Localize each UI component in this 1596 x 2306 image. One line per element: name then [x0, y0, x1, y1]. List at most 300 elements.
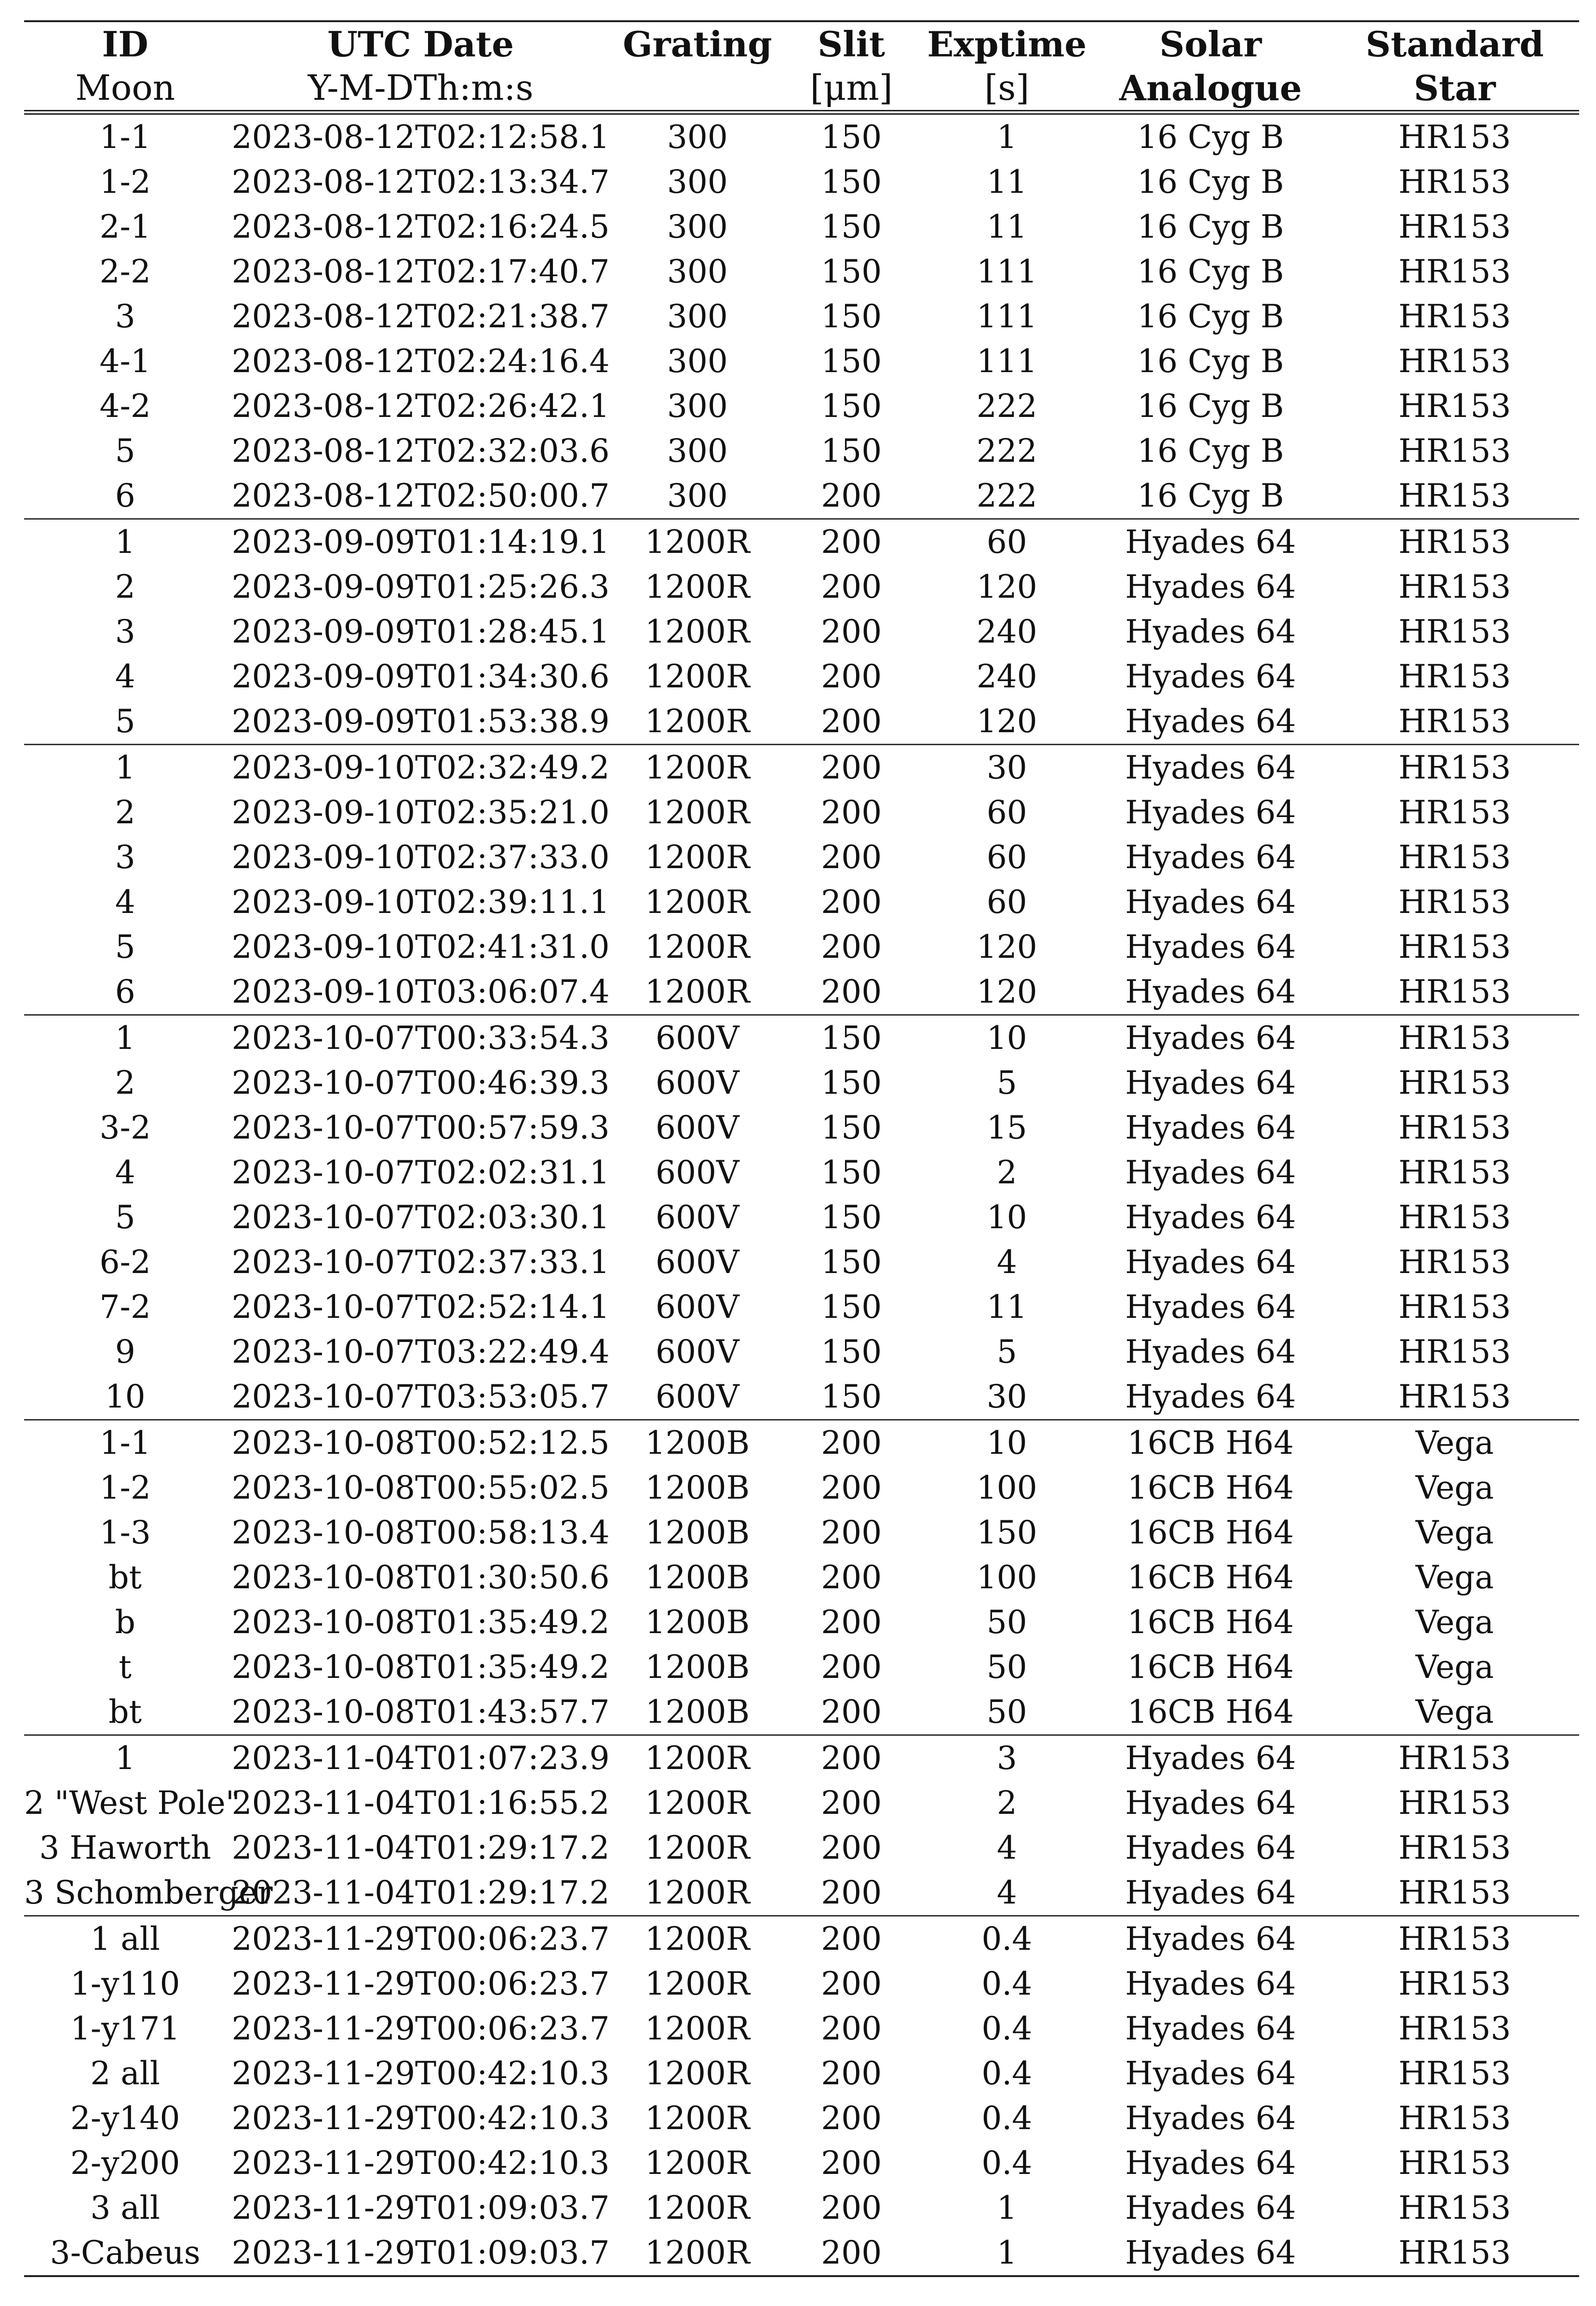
cell-utc-date: 2023-11-29T01:09:03.7	[226, 2230, 615, 2276]
cell-grating: 1200B	[645, 1604, 750, 1641]
cell-exptime: 60	[986, 794, 1027, 831]
cell-solar-analogue: Hyades 64	[1125, 1288, 1296, 1326]
cell-id: 10	[105, 1378, 146, 1415]
cell-standard-star: HR153	[1398, 973, 1511, 1010]
cell-exptime: 5	[996, 1333, 1017, 1370]
cell-standard-star: HR153	[1330, 519, 1579, 565]
cell-grating: 1200R	[645, 928, 750, 965]
cell-solar-analogue: Hyades 64	[1091, 519, 1330, 565]
table-row	[24, 112, 1579, 160]
cell-standard-star: HR153	[1398, 163, 1511, 201]
cell-standard-star: HR153	[1398, 1333, 1511, 1370]
cell-slit: 200	[780, 1735, 923, 1781]
table-row	[24, 1689, 1579, 1735]
table-row	[24, 835, 1579, 880]
cell-utc-date: 2023-10-07T00:57:59.3	[231, 1109, 610, 1146]
header-exptime-unit: [s]	[923, 66, 1091, 112]
cell-utc-date: 2023-08-12T02:50:00.7	[231, 477, 610, 514]
cell-id: 1-1	[24, 1420, 226, 1466]
cell-slit: 200	[821, 613, 882, 650]
cell-standard-star: Vega	[1330, 1420, 1579, 1466]
cell-exptime: 222	[976, 432, 1037, 469]
cell-solar-analogue: Hyades 64	[1125, 973, 1296, 1010]
cell-solar-analogue: 16 Cyg B	[1137, 253, 1284, 290]
header-slit: Slit	[780, 21, 923, 66]
cell-slit: 200	[821, 568, 882, 605]
cell-utc-date: 2023-09-10T02:39:11.1	[231, 884, 610, 921]
observation-log-table	[24, 20, 1579, 2277]
cell-standard-star: HR153	[1398, 1244, 1511, 1281]
cell-standard-star: HR153	[1398, 2145, 1511, 2182]
cell-utc-date: 2023-09-10T02:41:31.0	[231, 928, 610, 965]
table-row	[24, 249, 1579, 294]
header-exptime: Exptime	[923, 21, 1091, 66]
cell-exptime: 2	[996, 1784, 1017, 1822]
cell-slit: 150	[821, 1199, 882, 1236]
cell-grating: 1200R	[645, 2055, 750, 2092]
cell-utc-date: 2023-11-04T01:16:55.2	[231, 1784, 610, 1822]
cell-standard-star: HR153	[1398, 1064, 1511, 1101]
cell-standard-star: HR153	[1398, 1784, 1511, 1822]
table-row	[24, 1195, 1579, 1240]
table-row	[24, 339, 1579, 384]
cell-exptime: 240	[976, 658, 1037, 695]
cell-standard-star: HR153	[1398, 1829, 1511, 1866]
cell-slit: 200	[821, 1559, 882, 1596]
cell-solar-analogue: Hyades 64	[1125, 1244, 1296, 1281]
header-analogue: Analogue	[1091, 66, 1330, 112]
cell-utc-date: 2023-10-08T01:35:49.2	[231, 1649, 610, 1686]
cell-utc-date: 2023-09-10T02:35:21.0	[231, 794, 610, 831]
cell-slit: 200	[821, 1604, 882, 1641]
cell-grating: 1200R	[645, 2100, 750, 2137]
cell-slit: 200	[821, 839, 882, 876]
cell-slit: 150	[821, 1244, 882, 1281]
cell-id: 2 all	[90, 2055, 160, 2092]
cell-grating: 300	[667, 388, 728, 425]
header-id: ID	[24, 21, 226, 66]
cell-utc-date: 2023-10-08T01:35:49.2	[231, 1604, 610, 1641]
cell-id: b	[115, 1604, 135, 1641]
cell-grating: 1200B	[645, 1514, 750, 1551]
table-row	[24, 790, 1579, 835]
table-row	[24, 1240, 1579, 1285]
cell-solar-analogue: Hyades 64	[1125, 2189, 1296, 2226]
cell-id: 2 "West Pole"	[24, 1784, 241, 1822]
cell-exptime: 2	[996, 1154, 1017, 1191]
table-row	[24, 1420, 1579, 1466]
cell-grating: 600V	[656, 1064, 739, 1101]
cell-id: 1	[24, 1015, 226, 1061]
table-row	[24, 2096, 1579, 2141]
cell-standard-star: Vega	[1415, 1559, 1494, 1596]
cell-standard-star: HR153	[1398, 432, 1511, 469]
cell-grating: 1200R	[645, 839, 750, 876]
cell-utc-date: 2023-08-12T02:24:16.4	[231, 343, 610, 380]
cell-standard-star: HR153	[1398, 2100, 1511, 2137]
cell-standard-star: HR153	[1398, 2010, 1511, 2047]
cell-exptime: 4	[996, 1829, 1017, 1866]
cell-exptime: 50	[986, 1604, 1027, 1641]
cell-solar-analogue: Hyades 64	[1125, 2145, 1296, 2182]
cell-id: 2	[115, 568, 135, 605]
cell-id: 5	[115, 432, 135, 469]
header-grating: Grating	[615, 21, 780, 66]
cell-grating: 1200R	[645, 1965, 750, 2002]
cell-solar-analogue: Hyades 64	[1125, 2055, 1296, 2092]
cell-solar-analogue: Hyades 64	[1125, 1109, 1296, 1146]
cell-slit: 150	[821, 1109, 882, 1146]
cell-slit: 200	[780, 745, 923, 791]
cell-solar-analogue: Hyades 64	[1125, 613, 1296, 650]
cell-grating: 1200B	[615, 1420, 780, 1466]
cell-grating: 600V	[656, 1244, 739, 1281]
cell-solar-analogue: 16 Cyg B	[1137, 432, 1284, 469]
cell-standard-star: HR153	[1398, 1109, 1511, 1146]
cell-slit: 200	[821, 928, 882, 965]
cell-id: 2-y140	[70, 2100, 180, 2137]
cell-id: 3	[115, 839, 135, 876]
cell-slit: 200	[821, 2010, 882, 2047]
cell-slit: 200	[780, 1420, 923, 1466]
cell-standard-star: HR153	[1398, 1154, 1511, 1191]
cell-utc-date: 2023-09-10T02:32:49.2	[226, 745, 615, 791]
cell-standard-star: HR153	[1330, 1735, 1579, 1781]
cell-grating: 300	[667, 163, 728, 201]
cell-solar-analogue: 16 Cyg B	[1137, 343, 1284, 380]
cell-grating: 1200R	[645, 794, 750, 831]
cell-solar-analogue: 16 Cyg B	[1137, 208, 1284, 245]
header-solar: Solar	[1091, 21, 1330, 66]
table-row	[24, 1645, 1579, 1689]
cell-slit: 200	[821, 884, 882, 921]
header-date-format: Y-M-DTh:m:s	[226, 66, 615, 112]
table-row	[24, 2051, 1579, 2096]
table-row	[24, 1060, 1579, 1105]
cell-solar-analogue: Hyades 64	[1125, 839, 1296, 876]
cell-grating: 1200B	[645, 1469, 750, 1506]
cell-solar-analogue: Hyades 64	[1125, 794, 1296, 831]
table-row	[24, 473, 1579, 519]
cell-standard-star: HR153	[1398, 208, 1511, 245]
cell-solar-analogue: 16 Cyg B	[1137, 388, 1284, 425]
cell-solar-analogue: 16CB H64	[1091, 1420, 1330, 1466]
cell-grating: 600V	[656, 1199, 739, 1236]
cell-id: 1-y110	[70, 1965, 180, 2002]
cell-grating: 1200R	[645, 1874, 750, 1911]
cell-slit: 200	[821, 1469, 882, 1506]
cell-grating: 600V	[656, 1333, 739, 1370]
cell-id: 1	[24, 745, 226, 791]
cell-grating: 300	[667, 477, 728, 514]
cell-id: 4	[115, 658, 135, 695]
cell-grating: 1200R	[645, 613, 750, 650]
cell-slit: 150	[821, 1288, 882, 1326]
cell-utc-date: 2023-09-10T03:06:07.4	[231, 973, 610, 1010]
cell-slit: 200	[780, 519, 923, 565]
cell-id: 3-Cabeus	[24, 2230, 226, 2276]
cell-standard-star: HR153	[1398, 2055, 1511, 2092]
cell-id: 4-2	[99, 388, 151, 425]
table-row	[24, 429, 1579, 473]
cell-grating: 600V	[615, 1015, 780, 1061]
cell-slit: 200	[821, 658, 882, 695]
cell-id: 3 Haworth	[39, 1829, 212, 1866]
cell-solar-analogue: 16 Cyg B	[1137, 477, 1284, 514]
cell-solar-analogue: 16CB H64	[1127, 1559, 1294, 1596]
cell-id: 1-2	[99, 1469, 151, 1506]
cell-utc-date: 2023-10-07T03:53:05.7	[231, 1378, 610, 1415]
cell-id: 4	[115, 1154, 135, 1191]
cell-slit: 200	[821, 1965, 882, 2002]
table-row	[24, 1781, 1579, 1825]
header-row-1	[24, 21, 1579, 66]
cell-exptime: 10	[986, 1199, 1027, 1236]
cell-slit: 150	[821, 298, 882, 335]
cell-slit: 150	[821, 1154, 882, 1191]
cell-exptime: 3	[923, 1735, 1091, 1781]
table-row	[24, 1600, 1579, 1645]
table-row	[24, 384, 1579, 429]
table-row	[24, 1825, 1579, 1870]
cell-exptime: 11	[986, 208, 1027, 245]
cell-exptime: 50	[986, 1649, 1027, 1686]
cell-id: 1-2	[99, 163, 151, 201]
cell-id: 1-y171	[70, 2010, 180, 2047]
cell-utc-date: 2023-10-08T00:55:02.5	[231, 1469, 610, 1506]
cell-exptime: 30	[923, 745, 1091, 791]
header-grating-unit	[615, 66, 780, 112]
cell-slit: 200	[821, 1693, 882, 1730]
header-utc-date: UTC Date	[226, 21, 615, 66]
cell-id: 3 Schomberger	[24, 1874, 273, 1911]
cell-id: 6	[115, 973, 135, 1010]
cell-grating: 600V	[656, 1109, 739, 1146]
cell-utc-date: 2023-11-04T01:29:17.2	[231, 1829, 610, 1866]
cell-solar-analogue: Hyades 64	[1125, 1874, 1296, 1911]
cell-grating: 1200R	[645, 2189, 750, 2226]
cell-standard-star: Vega	[1415, 1604, 1494, 1641]
cell-exptime: 5	[996, 1064, 1017, 1101]
cell-slit: 200	[821, 2189, 882, 2226]
cell-utc-date: 2023-11-04T01:29:17.2	[231, 1874, 610, 1911]
cell-id: 2-y200	[70, 2145, 180, 2182]
cell-exptime: 100	[976, 1559, 1037, 1596]
cell-exptime: 120	[976, 703, 1037, 740]
cell-standard-star: HR153	[1398, 1288, 1511, 1326]
cell-grating: 1200R	[645, 2010, 750, 2047]
cell-exptime: 1	[996, 119, 1017, 156]
cell-utc-date: 2023-11-29T00:42:10.3	[231, 2145, 610, 2182]
cell-exptime: 0.4	[923, 1916, 1091, 1962]
table-row	[24, 654, 1579, 699]
table-row	[24, 1961, 1579, 2006]
cell-id: bt	[108, 1693, 142, 1730]
table-row	[24, 1285, 1579, 1329]
cell-standard-star: HR153	[1398, 658, 1511, 695]
table-row	[24, 1870, 1579, 1916]
cell-grating: 300	[667, 343, 728, 380]
cell-utc-date: 2023-08-12T02:17:40.7	[231, 253, 610, 290]
cell-standard-star: HR153	[1398, 703, 1511, 740]
cell-exptime: 0.4	[981, 2145, 1033, 2182]
cell-exptime: 0.4	[981, 2100, 1033, 2137]
cell-utc-date: 2023-11-29T01:09:03.7	[231, 2189, 610, 2226]
cell-id: t	[119, 1649, 132, 1686]
cell-slit: 150	[821, 253, 882, 290]
cell-id: 3	[115, 613, 135, 650]
table-row	[24, 1555, 1579, 1600]
table-body	[24, 112, 1579, 2276]
cell-standard-star: HR153	[1398, 1965, 1511, 2002]
cell-solar-analogue: Hyades 64	[1091, 1735, 1330, 1781]
cell-exptime: 120	[976, 568, 1037, 605]
cell-id: 3-2	[99, 1109, 151, 1146]
cell-solar-analogue: Hyades 64	[1125, 2010, 1296, 2047]
cell-grating: 1200R	[645, 973, 750, 1010]
cell-utc-date: 2023-08-12T02:21:38.7	[231, 298, 610, 335]
cell-id: 4	[115, 884, 135, 921]
cell-exptime: 0.4	[981, 2055, 1033, 2092]
cell-grating: 1200R	[645, 884, 750, 921]
cell-exptime: 60	[923, 519, 1091, 565]
cell-utc-date: 2023-11-29T00:06:23.7	[226, 1916, 615, 1962]
cell-grating: 300	[667, 253, 728, 290]
cell-slit: 150	[780, 1015, 923, 1061]
table-row	[24, 2185, 1579, 2230]
table-row	[24, 1329, 1579, 1374]
cell-standard-star: Vega	[1415, 1469, 1494, 1506]
table-row	[24, 519, 1579, 565]
cell-utc-date: 2023-09-09T01:14:19.1	[226, 519, 615, 565]
cell-solar-analogue: Hyades 64	[1125, 703, 1296, 740]
cell-utc-date: 2023-09-09T01:28:45.1	[231, 613, 610, 650]
cell-id: 1-3	[99, 1514, 151, 1551]
cell-utc-date: 2023-10-07T02:37:33.1	[231, 1244, 610, 1281]
cell-standard-star: HR153	[1398, 1378, 1511, 1415]
table-row	[24, 1015, 1579, 1061]
cell-slit: 200	[780, 2230, 923, 2276]
header-slit-unit: [μm]	[780, 66, 923, 112]
cell-id: 2-1	[99, 208, 151, 245]
cell-id: 4-1	[99, 343, 151, 380]
cell-exptime: 4	[996, 1874, 1017, 1911]
cell-solar-analogue: Hyades 64	[1125, 928, 1296, 965]
cell-exptime: 1	[996, 2189, 1017, 2226]
cell-exptime: 60	[986, 884, 1027, 921]
cell-exptime: 0.4	[981, 1965, 1033, 2002]
cell-grating: 300	[667, 432, 728, 469]
cell-exptime: 222	[976, 477, 1037, 514]
table-row	[24, 609, 1579, 654]
cell-id: 1-1	[99, 119, 151, 156]
cell-slit: 200	[821, 794, 882, 831]
cell-grating: 600V	[656, 1154, 739, 1191]
cell-id: 2-2	[99, 253, 151, 290]
header-row-2	[24, 66, 1579, 112]
cell-slit: 200	[780, 1916, 923, 1962]
cell-utc-date: 2023-08-12T02:16:24.5	[231, 208, 610, 245]
cell-exptime: 11	[986, 163, 1027, 201]
cell-slit: 200	[821, 1874, 882, 1911]
cell-utc-date: 2023-08-12T02:12:58.1	[231, 119, 610, 156]
cell-grating: 1200R	[615, 1735, 780, 1781]
cell-standard-star: HR153	[1330, 1015, 1579, 1061]
cell-standard-star: HR153	[1398, 119, 1511, 156]
cell-exptime: 222	[976, 388, 1037, 425]
cell-slit: 200	[821, 703, 882, 740]
cell-standard-star: HR153	[1398, 477, 1511, 514]
cell-grating: 1200R	[615, 745, 780, 791]
cell-utc-date: 2023-10-07T00:33:54.3	[226, 1015, 615, 1061]
cell-exptime: 0.4	[981, 2010, 1033, 2047]
cell-id: 6-2	[99, 1244, 151, 1281]
table-row	[24, 880, 1579, 925]
cell-slit: 150	[821, 343, 882, 380]
cell-utc-date: 2023-09-09T01:53:38.9	[231, 703, 610, 740]
cell-utc-date: 2023-09-09T01:25:26.3	[231, 568, 610, 605]
table-row	[24, 925, 1579, 969]
cell-standard-star: HR153	[1398, 388, 1511, 425]
cell-solar-analogue: 16 Cyg B	[1137, 119, 1284, 156]
cell-id: 1	[24, 1735, 226, 1781]
cell-grating: 1200B	[645, 1559, 750, 1596]
header-standard: Standard	[1330, 21, 1579, 66]
cell-solar-analogue: Hyades 64	[1125, 884, 1296, 921]
cell-id: 7-2	[99, 1288, 151, 1326]
cell-utc-date: 2023-10-08T01:30:50.6	[231, 1559, 610, 1596]
cell-id: 3 all	[90, 2189, 160, 2226]
cell-solar-analogue: 16CB H64	[1127, 1693, 1294, 1730]
cell-grating: 600V	[656, 1288, 739, 1326]
cell-utc-date: 2023-10-07T03:22:49.4	[231, 1333, 610, 1370]
table-row	[24, 204, 1579, 249]
table-row	[24, 1735, 1579, 1781]
cell-standard-star: HR153	[1398, 1199, 1511, 1236]
cell-standard-star: Vega	[1415, 1693, 1494, 1730]
cell-solar-analogue: Hyades 64	[1125, 1154, 1296, 1191]
cell-exptime: 60	[986, 839, 1027, 876]
cell-id: 3	[115, 298, 135, 335]
cell-exptime: 4	[996, 1244, 1017, 1281]
cell-standard-star: HR153	[1398, 253, 1511, 290]
cell-solar-analogue: Hyades 64	[1125, 1965, 1296, 2002]
cell-slit: 200	[821, 477, 882, 514]
table-row	[24, 160, 1579, 204]
cell-standard-star: Vega	[1415, 1514, 1494, 1551]
cell-id: 5	[115, 703, 135, 740]
table-row	[24, 745, 1579, 791]
cell-slit: 200	[821, 2055, 882, 2092]
cell-utc-date: 2023-10-08T00:52:12.5	[226, 1420, 615, 1466]
cell-grating: 1200R	[645, 568, 750, 605]
table-row	[24, 969, 1579, 1015]
cell-grating: 1200R	[615, 1916, 780, 1962]
cell-exptime: 111	[976, 253, 1037, 290]
cell-grating: 1200R	[645, 658, 750, 695]
cell-utc-date: 2023-09-09T01:34:30.6	[231, 658, 610, 695]
cell-solar-analogue: Hyades 64	[1091, 1916, 1330, 1962]
cell-utc-date: 2023-11-29T00:06:23.7	[231, 1965, 610, 2002]
cell-utc-date: 2023-11-29T00:06:23.7	[231, 2010, 610, 2047]
cell-id: 2	[115, 1064, 135, 1101]
cell-utc-date: 2023-10-07T00:46:39.3	[231, 1064, 610, 1101]
cell-id: 2	[115, 794, 135, 831]
cell-standard-star: Vega	[1415, 1649, 1494, 1686]
cell-exptime: 15	[986, 1109, 1027, 1146]
cell-utc-date: 2023-08-12T02:13:34.7	[231, 163, 610, 201]
cell-solar-analogue: Hyades 64	[1125, 1333, 1296, 1370]
